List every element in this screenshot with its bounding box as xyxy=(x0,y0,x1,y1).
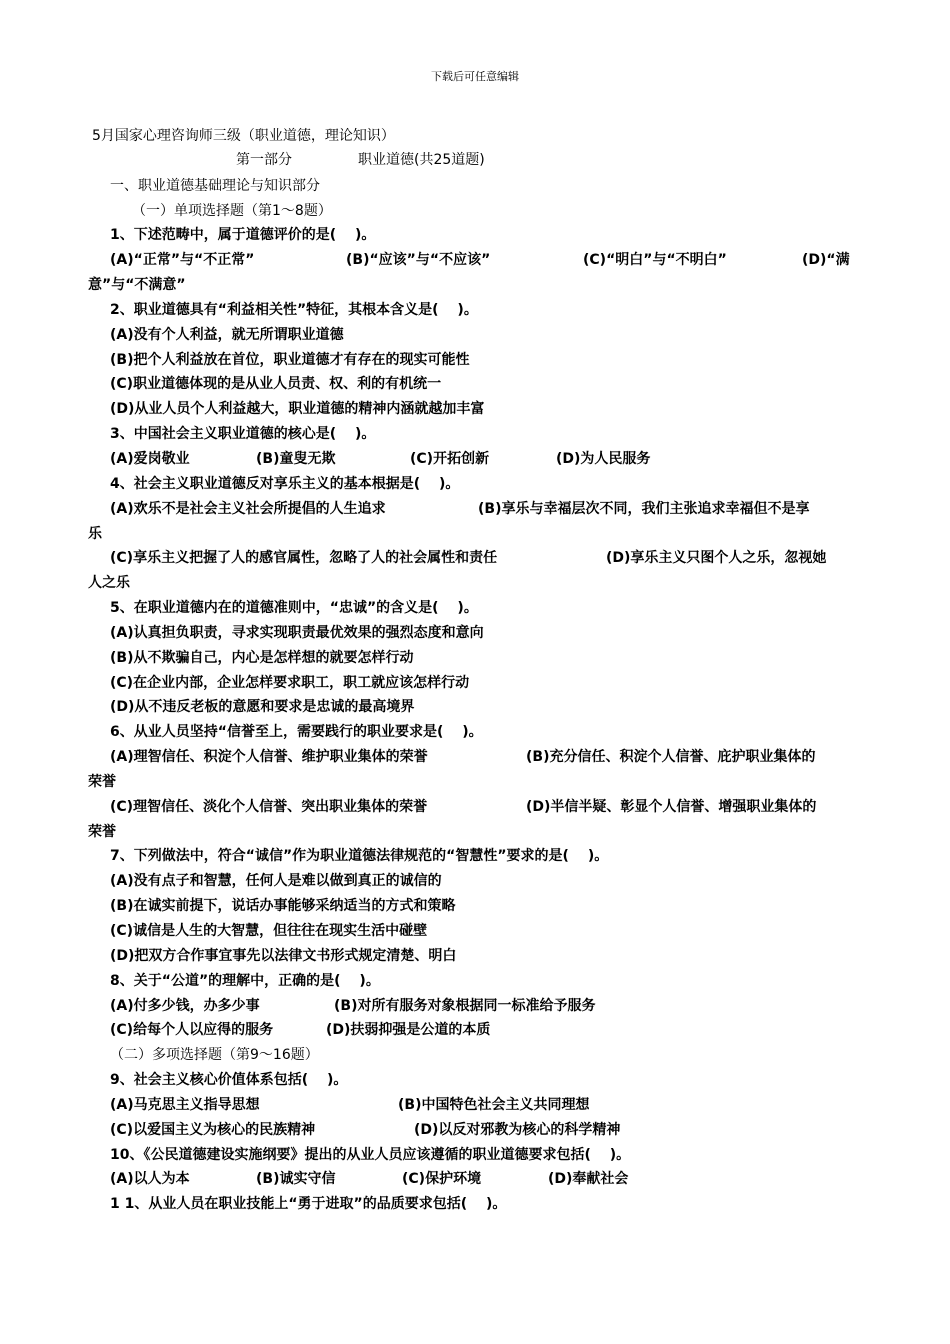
heading-basic-theory: 一、职业道德基础理论与知识部分 xyxy=(110,177,320,194)
q6-option-d: (D)半信半疑、彰显个人信誉、增强职业集体的 xyxy=(526,798,817,815)
question-4-options-ab xyxy=(88,497,858,522)
q9-option-c: (C)以爱国主义为核心的民族精神 xyxy=(110,1121,316,1138)
q4-option-c: (C)享乐主义把握了人的感官属性，忽略了人的社会属性和责任 xyxy=(110,550,498,567)
q6-option-b-continued: 荣誉 xyxy=(88,773,116,790)
q4-option-d-continued: 人之乐 xyxy=(88,575,130,592)
question-5-stem: 5、在职业道德内在的道德准则中，“忠诚”的含义是( )。 xyxy=(110,600,478,617)
question-6-options-ab xyxy=(88,745,858,770)
q6-option-c: (C)理智信任、淡化个人信誉、突出职业集体的荣誉 xyxy=(110,798,428,815)
q3-option-a: (A)爱岗敬业 xyxy=(110,450,190,467)
section-heading xyxy=(88,149,858,174)
q8-option-a: (A)付多少钱，办多少事 xyxy=(110,997,260,1014)
q6-option-a: (A)理智信任、积淀个人信誉、维护职业集体的荣誉 xyxy=(110,749,428,766)
q1-option-d: (D)“满 xyxy=(802,252,850,269)
question-4-options-cd xyxy=(88,546,858,571)
question-8-options-ab xyxy=(88,994,858,1019)
question-10-stem: 10、《公民道德建设实施纲要》提出的从业人员应该遵循的职业道德要求包括( )。 xyxy=(110,1146,631,1163)
section-name: 职业道德(共25道题) xyxy=(358,151,485,168)
q2-option-c: (C)职业道德体现的是从业人员责、权、利的有机统一 xyxy=(110,376,442,393)
question-2-stem: 2、职业道德具有“利益相关性”特征，其根本含义是( )。 xyxy=(110,301,478,318)
document-body xyxy=(88,124,858,1217)
question-7-stem: 7、下列做法中，符合“诚信”作为职业道德法律规范的“智慧性”要求的是( )。 xyxy=(110,848,609,865)
q2-option-b: (B)把个人利益放在首位，职业道德才有存在的现实可能性 xyxy=(110,351,470,368)
q8-option-d: (D)扶弱抑强是公道的本质 xyxy=(326,1022,491,1039)
question-1-stem: 1、下述范畴中，属于道德评价的是( )。 xyxy=(110,227,376,244)
q5-option-c: (C)在企业内部，企业怎样要求职工，职工就应该怎样行动 xyxy=(110,674,470,691)
q9-option-b: (B)中国特色社会主义共同理想 xyxy=(398,1096,590,1113)
q1-option-b: (B)“应该”与“不应该” xyxy=(346,252,491,269)
q9-option-d: (D)以反对邪教为核心的科学精神 xyxy=(414,1121,621,1138)
q2-option-a: (A)没有个人利益，就无所谓职业道德 xyxy=(110,326,344,343)
q2-option-d: (D)从业人员个人利益越大，职业道德的精神内涵就越加丰富 xyxy=(110,401,485,418)
q5-option-d: (D)从不违反老板的意愿和要求是忠诚的最高境界 xyxy=(110,699,415,716)
q1-option-a: (A)“正常”与“不正常” xyxy=(110,252,255,269)
question-11-stem: 1 1、从业人员在职业技能上“勇于进取”的品质要求包括( )。 xyxy=(110,1196,507,1213)
heading-multiple-choice: （二）多项选择题（第9～16题） xyxy=(110,1047,319,1064)
question-9-options-ab xyxy=(88,1093,858,1118)
section-part: 第一部分 xyxy=(236,151,292,168)
q3-option-d: (D)为人民服务 xyxy=(556,450,651,467)
q4-option-d: (D)享乐主义只图个人之乐，忽视她 xyxy=(606,550,827,567)
q7-option-d: (D)把双方合作事宜事先以法律文书形式规定清楚、明白 xyxy=(110,947,457,964)
q8-option-b: (B)对所有服务对象根据同一标准给予服务 xyxy=(334,997,596,1014)
question-9-options-cd xyxy=(88,1118,858,1143)
question-3-options xyxy=(88,447,858,472)
q9-option-a: (A)马克思主义指导思想 xyxy=(110,1096,260,1113)
q4-option-b: (B)享乐与幸福层次不同，我们主张追求幸福但不是享 xyxy=(478,500,810,517)
question-6-options-cd xyxy=(88,795,858,820)
question-9-stem: 9、社会主义核心价值体系包括( )。 xyxy=(110,1072,348,1089)
question-8-options-cd xyxy=(88,1018,858,1043)
q6-option-b: (B)充分信任、积淀个人信誉、庇护职业集体的 xyxy=(526,749,816,766)
question-8-stem: 8、关于“公道”的理解中，正确的是( )。 xyxy=(110,972,380,989)
q5-option-b: (B)从不欺骗自己，内心是怎样想的就要怎样行动 xyxy=(110,649,414,666)
question-4-stem: 4、社会主义职业道德反对享乐主义的基本根据是( )。 xyxy=(110,475,460,492)
q4-option-b-continued: 乐 xyxy=(88,525,102,542)
question-1-options xyxy=(88,248,858,273)
q3-option-b: (B)童叟无欺 xyxy=(256,450,336,467)
document-title: 5月国家心理咨询师三级（职业道德，理论知识） xyxy=(92,128,395,144)
question-6-stem: 6、从业人员坚持“信誉至上，需要践行的职业要求是( )。 xyxy=(110,724,483,741)
q3-option-c: (C)开拓创新 xyxy=(410,450,490,467)
q10-option-c: (C)保护环境 xyxy=(402,1171,482,1188)
page-header: 下载后可任意编辑 xyxy=(431,70,519,83)
heading-single-choice: （一）单项选择题（第1～8题） xyxy=(132,202,332,219)
q1-option-c: (C)“明白”与“不明白” xyxy=(583,252,727,269)
q6-option-d-continued: 荣誉 xyxy=(88,823,116,840)
q1-option-d-continued: 意”与“不满意” xyxy=(88,277,186,294)
q7-option-c: (C)诚信是人生的大智慧，但往往在现实生活中碰壁 xyxy=(110,923,428,939)
q10-option-a: (A)以人为本 xyxy=(110,1171,190,1188)
q8-option-c: (C)给每个人以应得的服务 xyxy=(110,1022,274,1039)
q5-option-a: (A)认真担负职责，寻求实现职责最优效果的强烈态度和意向 xyxy=(110,624,484,641)
q10-option-d: (D)奉献社会 xyxy=(548,1171,629,1188)
question-10-options xyxy=(88,1167,858,1192)
q7-option-b: (B)在诚实前提下，说话办事能够采纳适当的方式和策略 xyxy=(110,898,456,915)
q4-option-a: (A)欢乐不是社会主义社会所提倡的人生追求 xyxy=(110,500,386,517)
q10-option-b: (B)诚实守信 xyxy=(256,1171,336,1188)
q7-option-a: (A)没有点子和智慧，任何人是难以做到真正的诚信的 xyxy=(110,873,442,890)
question-3-stem: 3、中国社会主义职业道德的核心是( )。 xyxy=(110,426,376,443)
